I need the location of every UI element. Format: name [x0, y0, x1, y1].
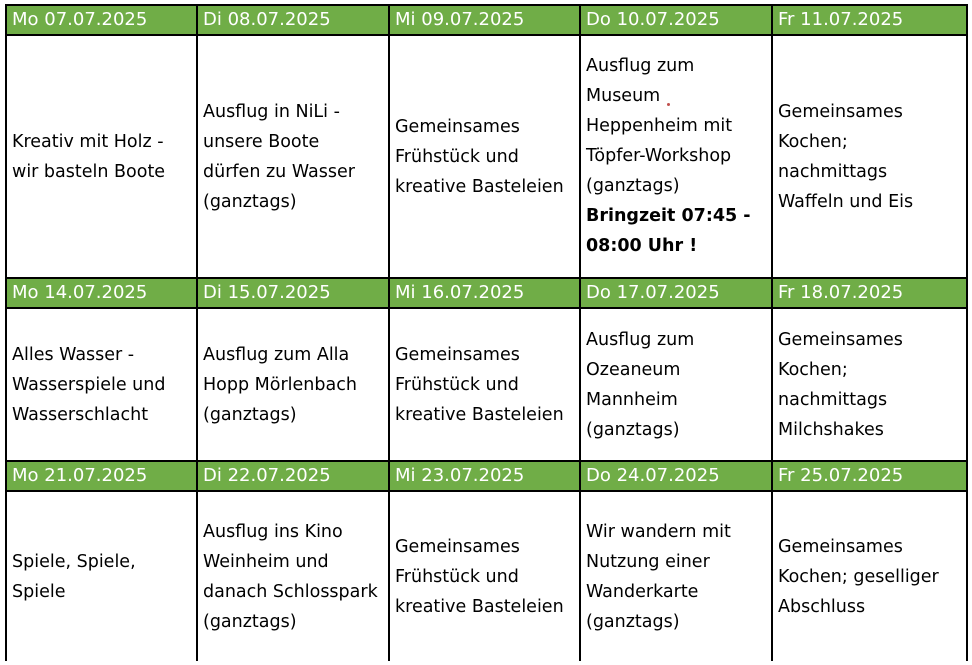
- activity-cell: [390, 309, 581, 462]
- day-header: Do 17.07.2025: [581, 279, 773, 309]
- activity-cell: [581, 36, 773, 279]
- activity-text: Ausflug zum Museum Heppenheim mit Töpfer-Workshop (ganztags): [586, 56, 733, 196]
- activity-text: Alles Wasser - Wasserspiele und Wasserschlacht: [12, 344, 166, 425]
- drop-off-time-note: Bringzeit 07:45 - 08:00 Uhr !: [586, 206, 751, 256]
- activity-cell: [581, 492, 773, 661]
- activity-cell: [198, 492, 390, 661]
- activity-text: Gemeinsames Frühstück und kreative Basteleien: [395, 536, 564, 617]
- activity-text: Gemeinsames Frühstück und kreative Basteleien: [395, 344, 564, 425]
- day-header: Di 08.07.2025: [198, 6, 390, 36]
- day-header: Mo 14.07.2025: [7, 279, 198, 309]
- day-header: Fr 25.07.2025: [773, 462, 966, 492]
- activity-text: Ausflug in NiLi - unsere Boote dürfen zu Wasser (ganztags): [203, 101, 355, 212]
- day-header: Di 15.07.2025: [198, 279, 390, 309]
- activity-cell: [581, 309, 773, 462]
- day-header: Do 10.07.2025: [581, 6, 773, 36]
- activity-text: Gemeinsames Frühstück und kreative Basteleien: [395, 116, 564, 197]
- spellcheck-dot: [667, 103, 670, 106]
- schedule-table: [5, 4, 968, 661]
- activity-text: Ausflug zum Ozeaneum Mannheim (ganztags): [586, 329, 695, 440]
- activity-text: Ausflug zum Alla Hopp Mörlenbach (ganztags): [203, 344, 357, 425]
- activity-text: Spiele, Spiele, Spiele: [12, 551, 136, 602]
- activity-text: Gemeinsames Kochen; nachmittags Waffeln und Eis: [778, 101, 914, 212]
- activity-cell: [773, 309, 966, 462]
- activity-cell: [198, 36, 390, 279]
- activity-text: Kreativ mit Holz - wir basteln Boote: [12, 131, 166, 182]
- activity-cell: [390, 36, 581, 279]
- day-header: Mo 07.07.2025: [7, 6, 198, 36]
- day-header: Mi 16.07.2025: [390, 279, 581, 309]
- day-header: Di 22.07.2025: [198, 462, 390, 492]
- day-header: Do 24.07.2025: [581, 462, 773, 492]
- activity-cell: [390, 492, 581, 661]
- day-header: Fr 11.07.2025: [773, 6, 966, 36]
- activity-cell: [7, 309, 198, 462]
- activity-cell: [7, 36, 198, 279]
- activity-text: Wir wandern mit Nutzung einer Wanderkarte (ganztags): [586, 521, 731, 632]
- activity-cell: [198, 309, 390, 462]
- activity-cell: [773, 492, 966, 661]
- day-header: Mo 21.07.2025: [7, 462, 198, 492]
- activity-text: Gemeinsames Kochen; geselliger Abschluss: [778, 536, 939, 617]
- day-header: Mi 23.07.2025: [390, 462, 581, 492]
- activity-text: Gemeinsames Kochen; nachmittags Milchshakes: [778, 329, 903, 440]
- activity-text: Ausflug ins Kino Weinheim und danach Schlosspark (ganztags): [203, 521, 378, 632]
- activity-cell: [773, 36, 966, 279]
- activity-cell: [7, 492, 198, 661]
- day-header: Fr 18.07.2025: [773, 279, 966, 309]
- day-header: Mi 09.07.2025: [390, 6, 581, 36]
